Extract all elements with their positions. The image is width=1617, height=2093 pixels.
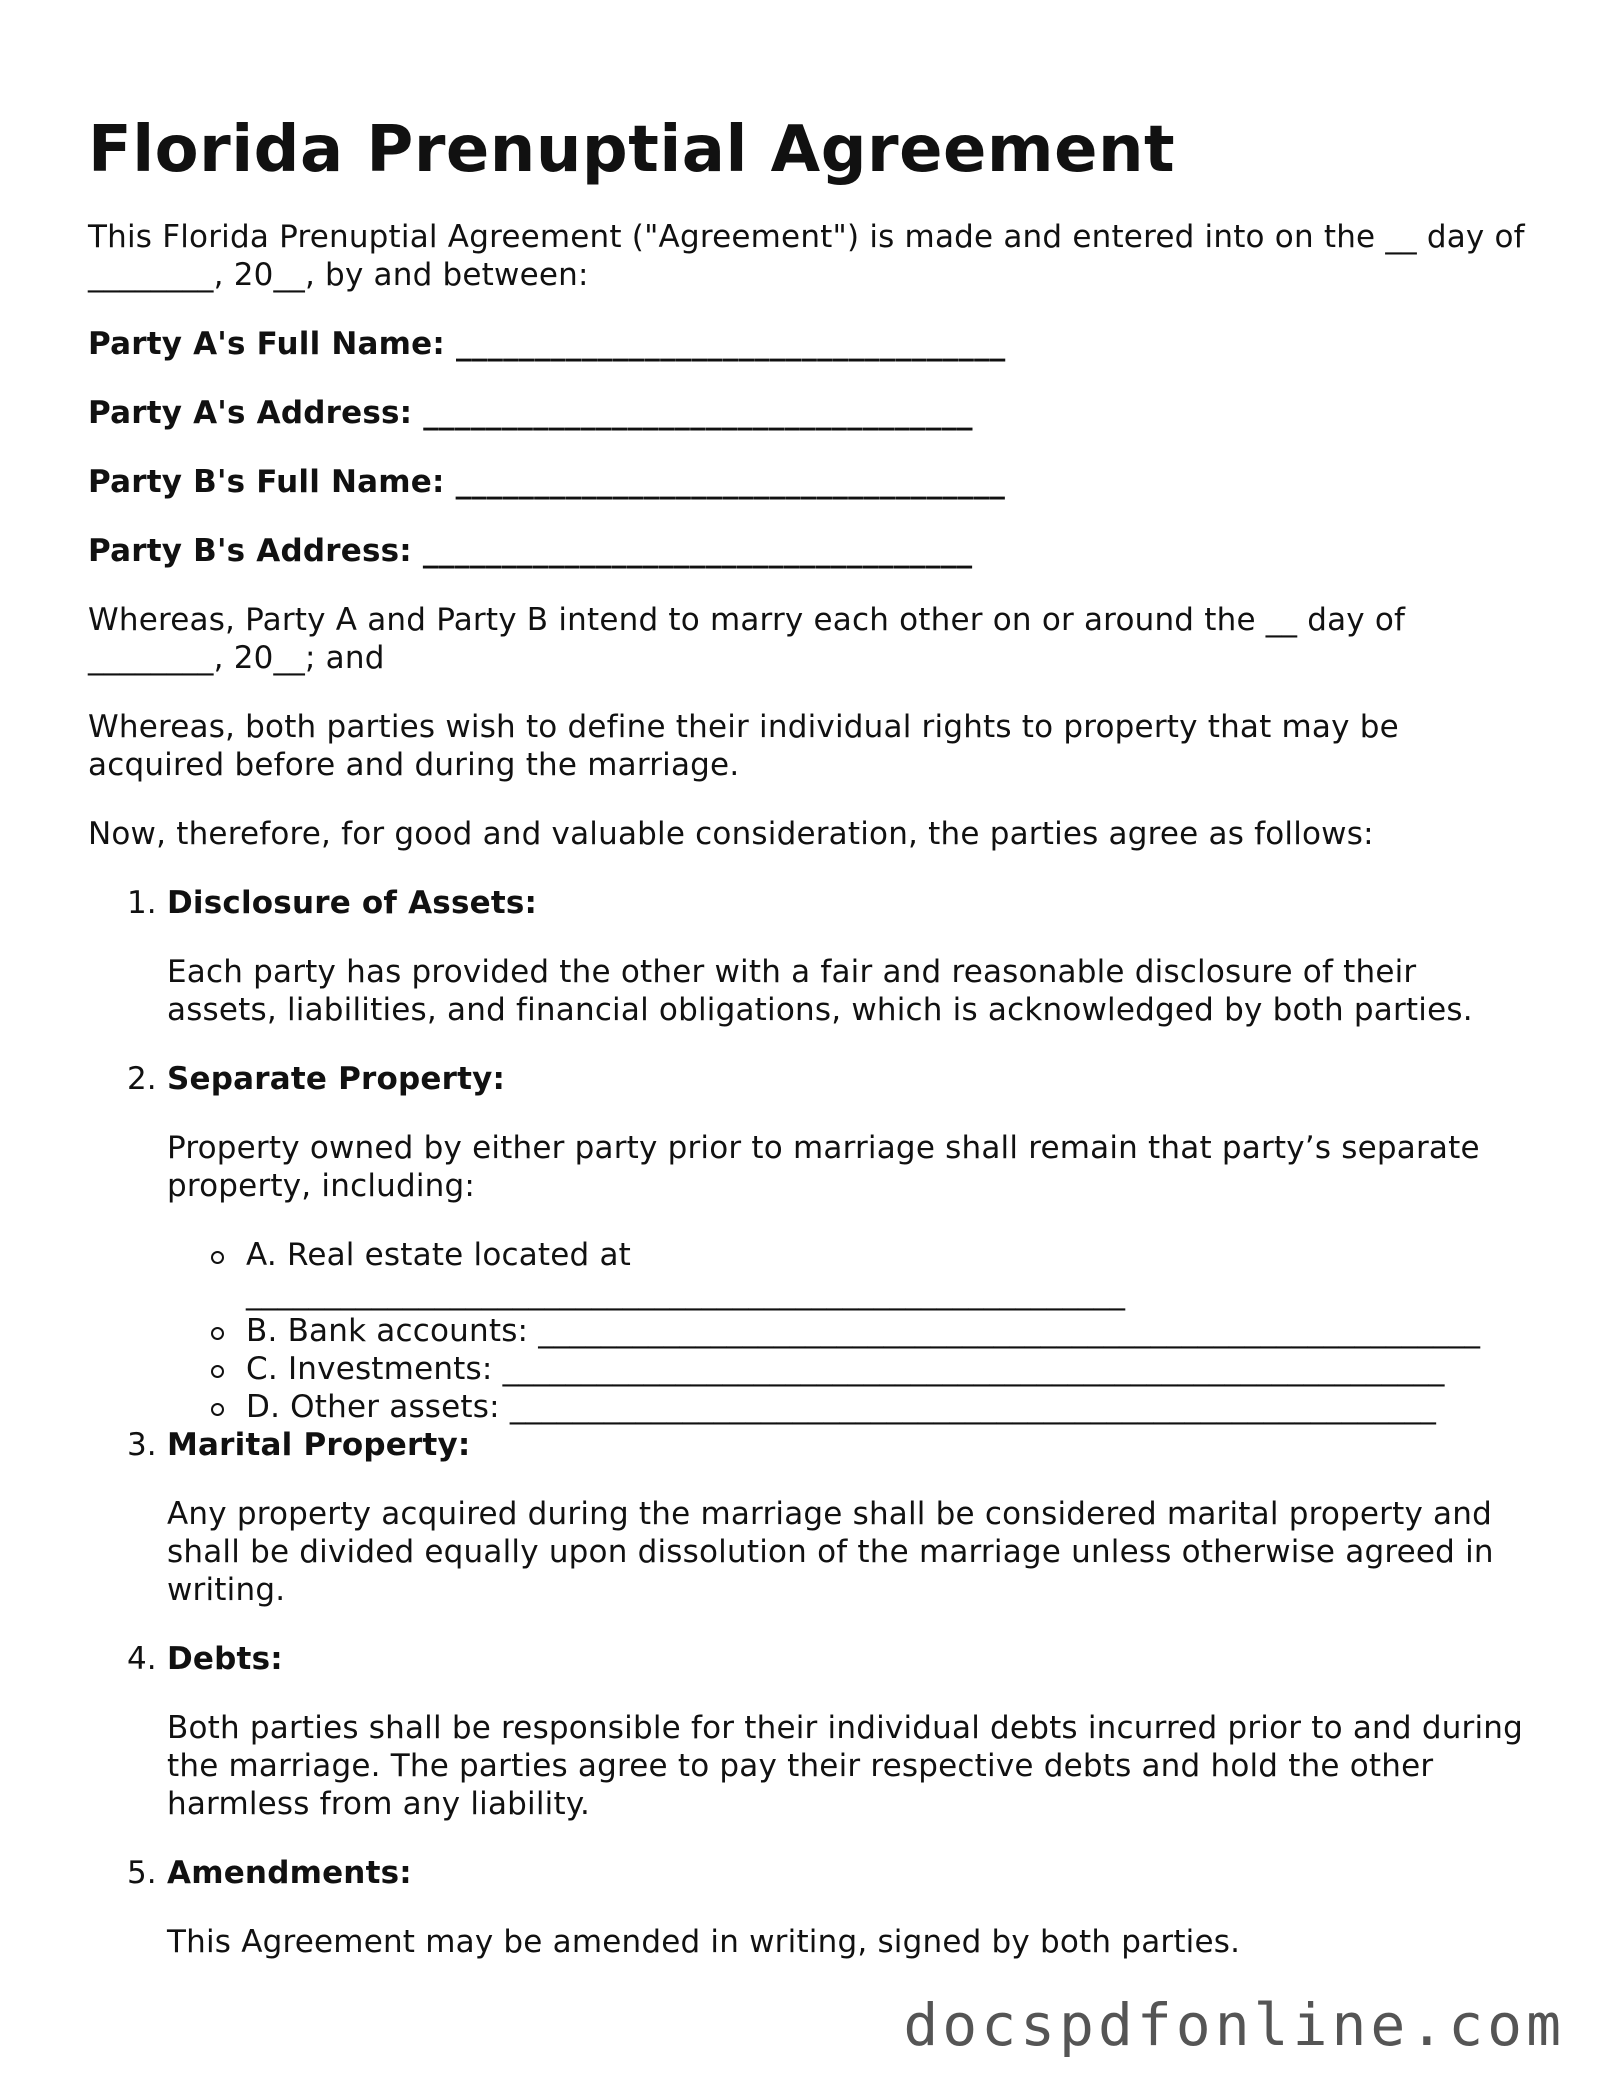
section-body: Each party has provided the other with a fair and reasonable disclosure of their assets, liabilities, and financial obligations, which is acknowledged by both parties. (167, 954, 1473, 1028)
list-item-text: D. Other assets: ___________________________________________________________ (246, 1389, 1437, 1425)
section-body: This Agreement may be amended in writing, signed by both parties. (167, 1924, 1241, 1960)
section-title: Amendments: (167, 1855, 412, 1891)
bank-accounts-field[interactable] (246, 1312, 1528, 1350)
section-body: Both parties shall be responsible for their individual debts incurred prior to and during the marriage. The parties agree to pay their respective debts and hold the other harmless from any liability. (167, 1710, 1524, 1822)
whereas-marry-paragraph: Whereas, Party A and Party B intend to marry each other on or around the __ day of ________, 20__; and (88, 602, 1406, 676)
intro-paragraph: This Florida Prenuptial Agreement ("Agreement") is made and entered into on the __ day of ________, 20__, by and between: (88, 219, 1525, 293)
section-body: Any property acquired during the marriage shall be considered marital property and shall be divided equally upon dissolution of the marriage unless otherwise agreed in writing. (167, 1496, 1494, 1608)
section-marital-property (88, 1426, 1528, 1609)
section-number: 1. (127, 885, 157, 921)
section-separate-property (88, 1060, 1528, 1426)
list-item-text: B. Bank accounts: ____________________________________________________________ (246, 1313, 1481, 1349)
sections-list (88, 884, 1528, 1961)
section-number: 2. (127, 1061, 157, 1097)
investments-field[interactable] (246, 1350, 1528, 1388)
section-number: 5. (127, 1855, 157, 1891)
section-number: 4. (127, 1641, 157, 1677)
party-b-address-field[interactable]: Party B's Address: ___________________________________ (88, 533, 973, 569)
now-therefore-paragraph: Now, therefore, for good and valuable consideration, the parties agree as follows: (88, 816, 1374, 852)
circle-bullet-icon (211, 1251, 224, 1264)
section-body: Property owned by either party prior to marriage shall remain that party’s separate property, including: (167, 1130, 1480, 1204)
other-assets-field[interactable] (246, 1388, 1528, 1426)
list-item-text: A. Real estate located at ________________________________________________________ (246, 1237, 1126, 1311)
party-a-name-field[interactable]: Party A's Full Name: ___________________________________ (88, 326, 1006, 362)
circle-bullet-icon (211, 1365, 224, 1378)
section-disclosure (88, 884, 1528, 1029)
section-title: Disclosure of Assets: (167, 885, 538, 921)
separate-property-list (167, 1236, 1528, 1426)
watermark-text: docspdfonline.com (903, 1991, 1565, 2059)
section-debts (88, 1640, 1528, 1823)
document-title: Florida Prenuptial Agreement (88, 113, 1176, 187)
section-title: Marital Property: (167, 1427, 471, 1463)
party-a-address-field[interactable]: Party A's Address: ___________________________________ (88, 395, 973, 431)
list-item-text: C. Investments: ____________________________________________________________ (246, 1351, 1445, 1387)
circle-bullet-icon (211, 1327, 224, 1340)
real-estate-field[interactable] (246, 1236, 1146, 1312)
section-number: 3. (127, 1427, 157, 1463)
party-b-name-field[interactable]: Party B's Full Name: ___________________________________ (88, 464, 1006, 500)
circle-bullet-icon (211, 1403, 224, 1416)
section-title: Debts: (167, 1641, 283, 1677)
section-title: Separate Property: (167, 1061, 506, 1097)
whereas-define-paragraph: Whereas, both parties wish to define their individual rights to property that may be acquired before and during the marriage. (88, 709, 1399, 783)
document-page (88, 110, 1528, 1992)
section-amendments (88, 1854, 1528, 1961)
